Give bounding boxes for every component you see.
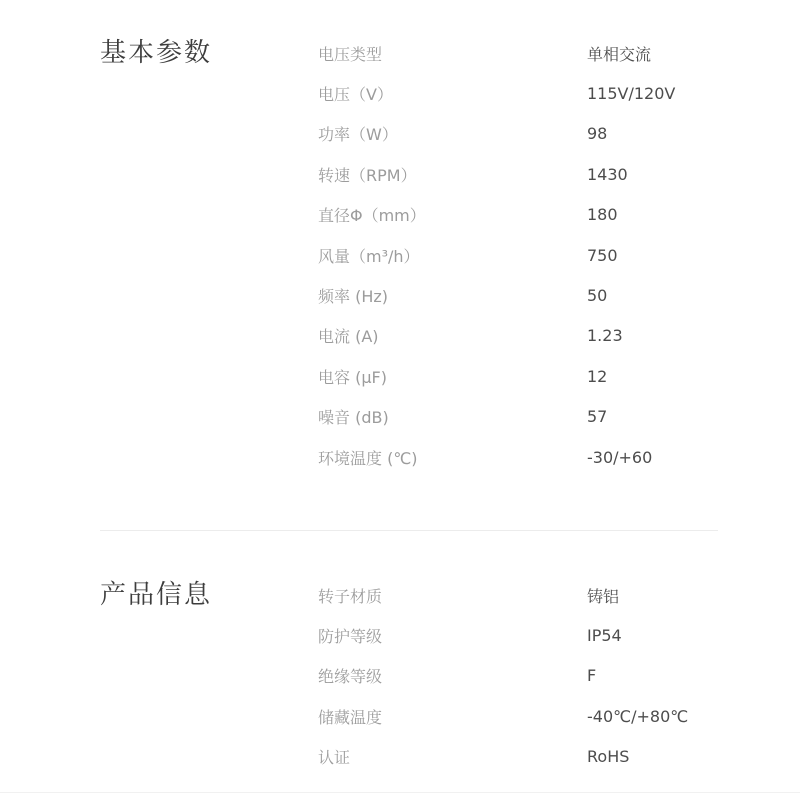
spec-label: 直径Φ（mm） (318, 206, 426, 226)
spec-label: 电容 (μF) (318, 367, 387, 387)
spec-label: 储藏温度 (318, 707, 383, 727)
spec-row (318, 615, 800, 655)
spec-value: 单相交流 (587, 44, 652, 64)
spec-row (318, 154, 800, 194)
spec-label: 电压类型 (318, 44, 383, 64)
spec-row (318, 33, 800, 73)
spec-row (318, 73, 800, 113)
spec-value: RoHS (587, 747, 630, 767)
spec-rows (318, 33, 800, 477)
spec-label: 电压（V） (318, 85, 393, 105)
spec-label: 功率（W） (318, 125, 398, 145)
spec-row (318, 356, 800, 396)
spec-value: 180 (587, 205, 618, 225)
spec-value: 1430 (587, 164, 628, 184)
spec-value: -30/+60 (587, 447, 653, 467)
spec-row (318, 656, 800, 696)
spec-label: 防护等级 (318, 627, 383, 647)
spec-row (318, 437, 800, 477)
section-product-info (100, 575, 800, 777)
section-title: 产品信息 (100, 580, 213, 610)
spec-value: 98 (587, 124, 608, 144)
spec-label: 风量（m³/h） (318, 246, 420, 266)
section-divider (100, 530, 718, 531)
spec-value: 1.23 (587, 326, 623, 346)
page-bottom-divider (0, 792, 800, 793)
section-basic-params (100, 33, 800, 477)
spec-label: 转速（RPM） (318, 165, 417, 185)
spec-label: 噪音 (dB) (318, 408, 389, 428)
spec-row (318, 275, 800, 315)
spec-value: 115V/120V (587, 84, 676, 104)
spec-label: 电流 (A) (318, 327, 379, 347)
spec-row (318, 114, 800, 154)
spec-row (318, 316, 800, 356)
spec-label: 频率 (Hz) (318, 287, 389, 307)
spec-label: 绝缘等级 (318, 667, 383, 687)
spec-row (318, 195, 800, 235)
spec-value: IP54 (587, 626, 622, 646)
spec-value: F (587, 666, 597, 686)
section-title: 基本参数 (100, 38, 213, 68)
spec-value: 57 (587, 407, 608, 427)
spec-label: 认证 (318, 748, 351, 768)
spec-row (318, 397, 800, 437)
spec-rows (318, 575, 800, 777)
spec-value: 50 (587, 286, 608, 306)
spec-row (318, 235, 800, 275)
spec-value: 12 (587, 366, 608, 386)
spec-value: -40℃/+80℃ (587, 706, 689, 726)
spec-value: 750 (587, 245, 618, 265)
spec-row (318, 696, 800, 736)
spec-value: 铸铝 (587, 586, 620, 606)
spec-row (318, 575, 800, 615)
spec-label: 转子材质 (318, 586, 383, 606)
spec-label: 环境温度 (℃) (318, 448, 418, 468)
spec-row (318, 737, 800, 777)
